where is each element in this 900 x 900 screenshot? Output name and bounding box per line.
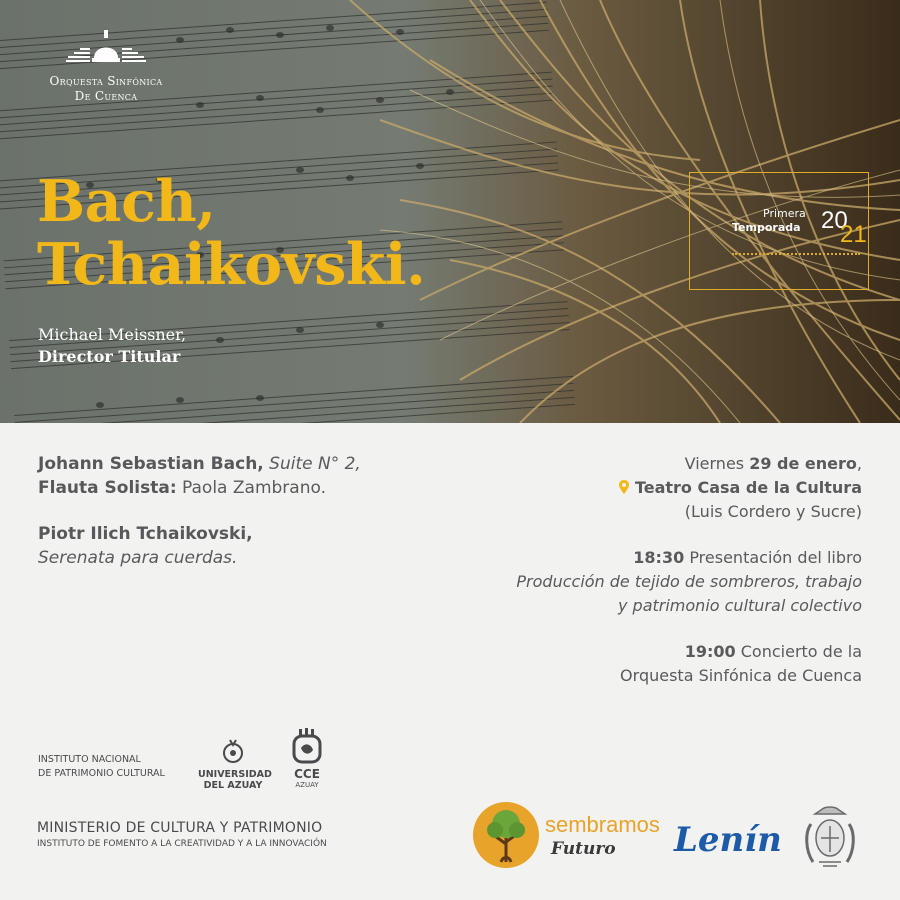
director-role: Director Titular: [38, 347, 181, 366]
season-badge: [689, 172, 869, 290]
org-name-line1: Orquesta Sinfónica: [49, 74, 163, 88]
cce-azuay-logo: CCE AZUAY: [289, 728, 325, 790]
program-item-bach: [38, 452, 361, 476]
season-year-a: 20: [821, 207, 848, 234]
event-venue: Teatro Casa de la Cultura: [516, 476, 862, 500]
org-name-line2: De Cuenca: [74, 89, 138, 103]
season-dotted-rule: [732, 253, 860, 255]
concert-title: [37, 170, 425, 296]
hero-banner: [0, 0, 900, 423]
university-seal-icon: [222, 738, 244, 766]
book-title-line2: y patrimonio cultural colectivo: [617, 596, 862, 615]
director-name: Michael Meissner,: [38, 325, 187, 344]
composer-tchaikovski: Piotr Ilich Tchaikovski,: [38, 524, 253, 544]
work-tchaikovski: Serenata para cuerdas.: [38, 548, 238, 568]
title-line1: Bach,: [37, 168, 216, 235]
program-item-tchaikovski: [38, 522, 361, 546]
ministry-logo: MINISTERIO DE CULTURA Y PATRIMONIO INSTITUTO DE FOMENTO A LA CREATIVIDAD Y A LA INNOVACIÓN: [37, 820, 327, 849]
event-concert-time: 19:00 Concierto de la: [684, 642, 862, 661]
program-list: [38, 452, 361, 570]
event-concert-line2: Orquesta Sinfónica de Cuenca: [620, 666, 862, 685]
event-date: Viernes 29 de enero,: [684, 454, 862, 473]
ecuador-coat-of-arms-icon: [799, 806, 861, 874]
title-line2: Tchaikovski.: [37, 231, 426, 298]
season-year-b: 21: [840, 221, 867, 248]
svg-text:Futuro: Futuro: [551, 839, 616, 859]
map-pin-icon: [619, 480, 629, 494]
soloist-label: Flauta Solista:: [38, 478, 177, 498]
season-word2: Temporada: [732, 221, 801, 234]
lenin-logo: [672, 815, 782, 869]
work-bach: Suite N° 2,: [269, 454, 361, 474]
universidad-azuay-logo: UNIVERSIDAD DEL AZUAY: [198, 738, 268, 791]
inpc-logo: INSTITUTO NACIONAL DE PATRIMONIO CULTURAL: [38, 754, 165, 779]
cce-emblem-icon: [291, 728, 323, 764]
season-word1: Primera: [763, 207, 806, 220]
composer-bach: Johann Sebastian Bach,: [38, 454, 264, 474]
book-title-line1: Producción de tejido de sombreros, trabajo: [516, 572, 862, 591]
soloist-name: Paola Zambrano.: [182, 478, 326, 498]
sembramos-futuro-logo: [471, 800, 661, 874]
event-details: [516, 452, 862, 688]
dome-icon: [66, 28, 146, 70]
program-soloist: [38, 476, 361, 500]
event-address: (Luis Cordero y Sucre): [684, 502, 862, 521]
svg-text:sembramos: sembramos: [545, 812, 660, 837]
event-book-presentation: 18:30 Presentación del libro: [633, 548, 862, 567]
director-credit: [38, 324, 186, 368]
svg-text:Lenín: Lenín: [674, 820, 782, 860]
orchestra-logo: [36, 28, 176, 104]
